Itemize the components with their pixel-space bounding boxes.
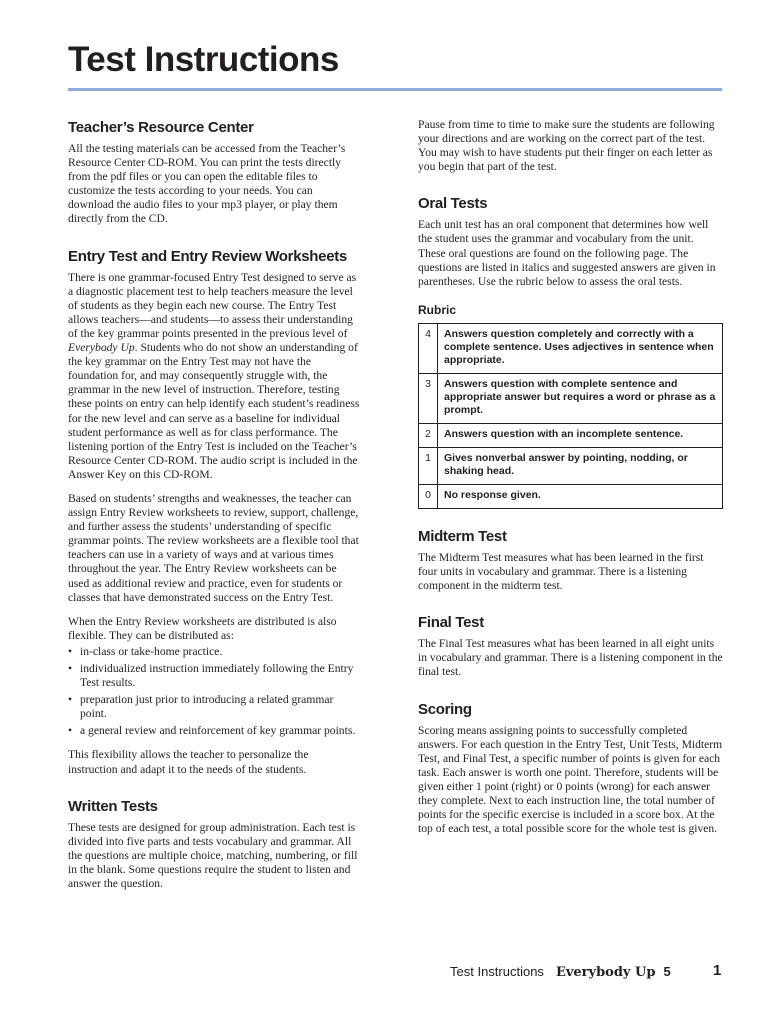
oral-paragraph: Each unit test has an oral component that determines how well the student uses the grammar and vocabulary from the unit. These oral questions are found on the following page. The questions are listed in italics and suggested answers are given in parentheses. Use the rubric below to assess the oral tests. bbox=[418, 218, 716, 288]
final-paragraph: The Final Test measures what has been learned in all eight units in vocabulary and grammar. There is a listening component in the final test. bbox=[418, 637, 723, 679]
list-item: • a general review and reinforcement of key grammar points. bbox=[68, 724, 360, 738]
rubric-description: Answers question with an incomplete sentence. bbox=[438, 423, 723, 447]
table-row bbox=[419, 373, 723, 423]
right-column bbox=[418, 118, 723, 846]
footer-level: 5 bbox=[663, 964, 671, 979]
written-paragraph: These tests are designed for group administration. Each test is divided into five parts and tests vocabulary and grammar. All the questions are multiple choice, matching, numbering, or fill in the blank. Some questions require the student to listen and answer the question. bbox=[68, 820, 358, 891]
rubric-score: 3 bbox=[419, 373, 438, 423]
entry-paragraph-1 bbox=[68, 271, 360, 482]
rubric-description: Gives nonverbal answer by pointing, nodding, or shaking head. bbox=[438, 447, 723, 484]
entry-paragraph-2: Based on students’ strengths and weaknesses, the teacher can assign Entry Review worksheets to review, support, challenge, and further assess the students’ understanding of specific grammar points. The review worksheets are a flexible tool that teachers can use in a variety of ways and at various times throughout the year. The Entry Review worksheets can be used as additional review and practice, even for students or classes that have demonstrated success on the Entry Test. bbox=[68, 491, 359, 604]
table-row bbox=[419, 323, 723, 373]
rubric-table bbox=[418, 323, 723, 509]
list-item: • preparation just prior to introducing a related grammar point. bbox=[68, 693, 360, 721]
final-heading: Final Test bbox=[418, 614, 484, 632]
entry-paragraph-4: This flexibility allows the teacher to personalize the instruction and adapt it to the needs of the students. bbox=[68, 748, 309, 776]
distribution-list bbox=[68, 645, 360, 739]
rubric-description: Answers question completely and correctly with a complete sentence. Uses adjectives in sentence when appropriate. bbox=[438, 323, 723, 373]
left-column bbox=[68, 118, 360, 901]
midterm-paragraph: The Midterm Test measures what has been learned in the first four units in vocabulary and grammar. There is a listening component in the midterm test. bbox=[418, 550, 704, 593]
pause-paragraph: Pause from time to time to make sure the students are following your directions and are working on the correct part of the test. You may wish to have students put their finger on each letter as you begin that part of the test. bbox=[418, 118, 715, 174]
list-item: • individualized instruction immediately following the Entry Test results. bbox=[68, 662, 360, 690]
midterm-heading: Midterm Test bbox=[418, 527, 507, 545]
scoring-paragraph: Scoring means assigning points to successfully completed answers. For each question in the Entry Test, Unit Tests, Midterm Test, and Final Test, a specific number of points is given for each task. Each answer is worth one point. Therefore, students will be given either 1 point (right) or 0 points (wrong) for each answer they complete. Next to each instruction line, the total number of points for the specific exercise is included in a score box. At the top of each test, a total possible score for the whole test is given. bbox=[418, 723, 723, 836]
entry-heading: Entry Test and Entry Review Worksheets bbox=[68, 247, 347, 265]
written-heading: Written Tests bbox=[68, 797, 158, 815]
rubric-score: 1 bbox=[419, 447, 438, 484]
footer-book-title: Everybody Up bbox=[555, 965, 656, 980]
rubric-score: 2 bbox=[419, 423, 438, 447]
entry-p1-text-b: . Students who do not show an understanding of the key grammar on the Entry Test may not have the foundation for, and may consequently struggle with, the grammar in the new level of instruction. Therefore, testing these points on entry can help identify each student’s readiness for the new level and can serve as a baseline for individual student performance as well as for class performance. The listening portion of the Entry Test is included on the Teacher’s Resource Center CD-ROM. The audio script is included in the Answer Key on this CD-ROM. bbox=[68, 341, 360, 481]
rubric-score: 0 bbox=[419, 484, 438, 508]
trc-paragraph: All the testing materials can be accessed from the Teacher’s Resource Center CD-ROM. You can print the tests directly from the pdf files or you can open the editable files to customize the tests according to your needs. You can download the audio files to your mp3 player, or play them directly from the CD. bbox=[68, 142, 346, 226]
rubric-title: Rubric bbox=[418, 302, 457, 317]
rubric-description: No response given. bbox=[438, 484, 723, 508]
entry-p1-text-a: There is one grammar-focused Entry Test designed to serve as a diagnostic placement test to help teachers measure the level of students as they begin each new course. The Entry Test allows teachers—and students—to assess their understanding of the key grammar points presented in the previous level of bbox=[68, 270, 357, 340]
rubric-description: Answers question with complete sentence and appropriate answer but requires a word or phrase as a prompt. bbox=[438, 373, 723, 423]
trc-heading: Teacher’s Resource Center bbox=[68, 119, 254, 136]
oral-heading: Oral Tests bbox=[418, 195, 488, 213]
title-rule bbox=[68, 88, 722, 91]
footer bbox=[450, 964, 671, 980]
scoring-heading: Scoring bbox=[418, 700, 472, 718]
table-row bbox=[419, 423, 723, 447]
entry-paragraph-3: When the Entry Review worksheets are distributed is also flexible. They can be distributed as: bbox=[68, 614, 337, 642]
entry-p1-book-title: Everybody Up bbox=[68, 341, 135, 355]
list-item: • in-class or take-home practice. bbox=[68, 645, 360, 659]
table-row bbox=[419, 447, 723, 484]
table-row bbox=[419, 484, 723, 508]
rubric-score: 4 bbox=[419, 323, 438, 373]
page-title: Test Instructions bbox=[68, 40, 339, 79]
footer-section: Test Instructions bbox=[450, 964, 544, 979]
page-number: 1 bbox=[713, 962, 722, 979]
